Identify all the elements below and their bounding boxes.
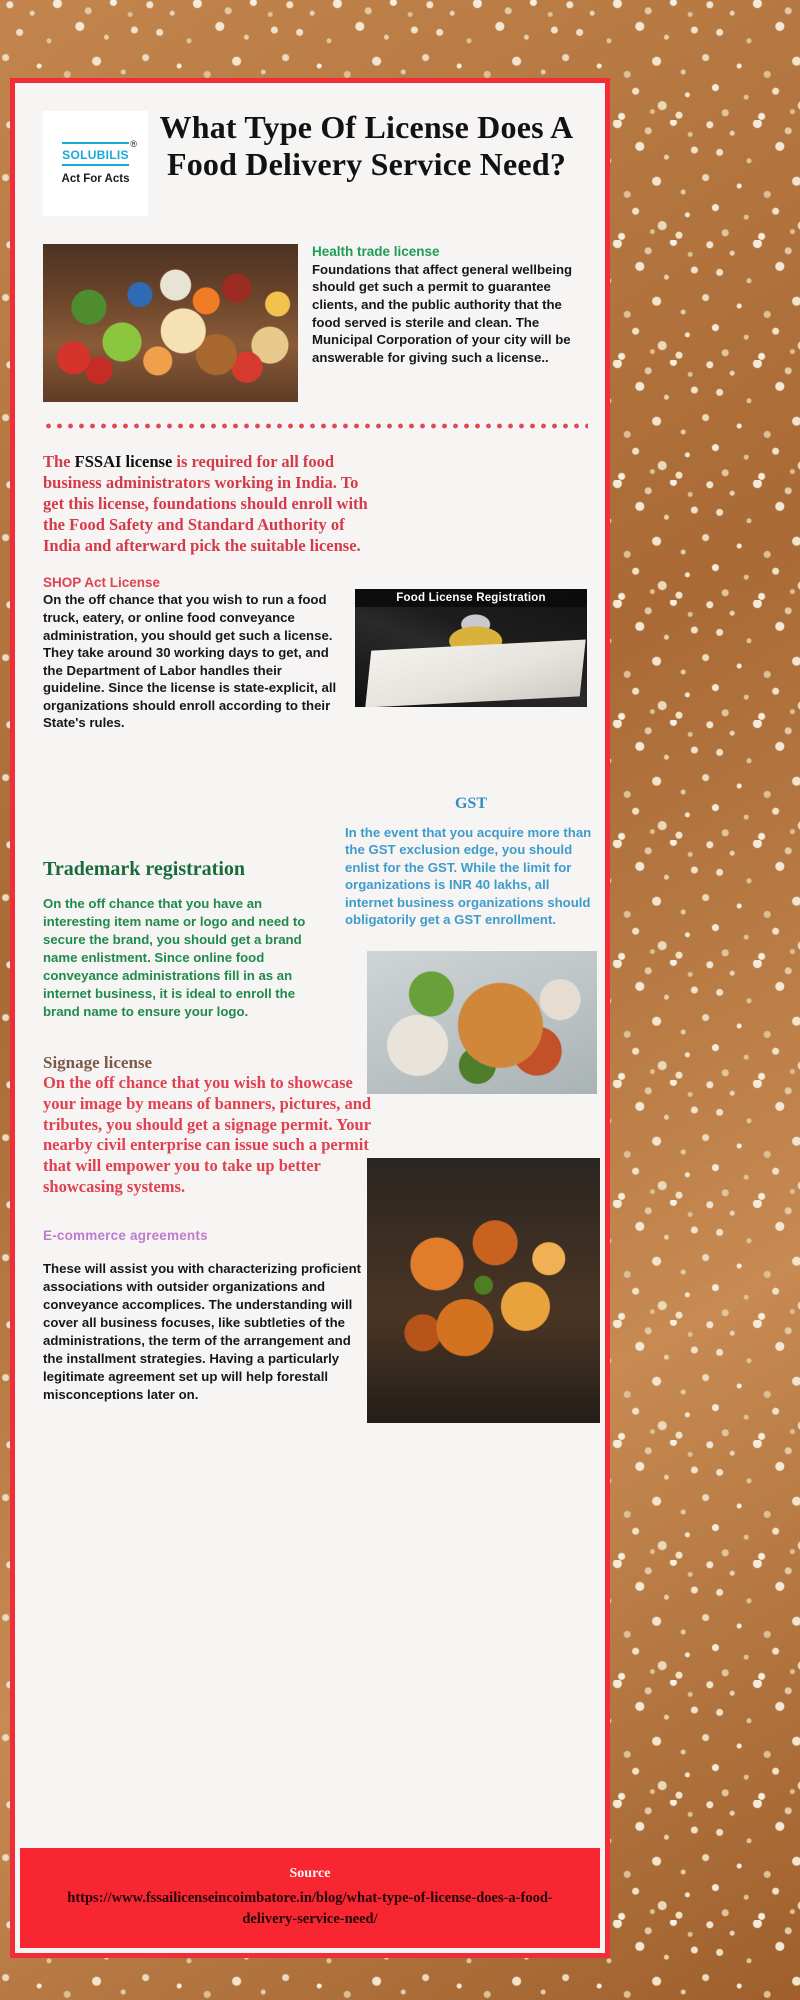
logo-tagline: Act For Acts	[61, 172, 130, 185]
section-fssai	[43, 451, 383, 557]
trademark-image	[367, 951, 597, 1094]
trademark-body: On the off chance that you have an interesting item name or logo and need to secure the brand, you should get a brand name enlistment. Since online food conveyance administrations fill in as an internet business, it is ideal to enroll the brand name to ensure your logo.	[43, 896, 306, 1019]
health-trade-body: Foundations that affect general wellbeing should get such a permit to guarantee clients, and the public authority that the food served is sterile and clean. The Municipal Corporation of your city will be answerable for giving such a license..	[312, 261, 573, 365]
shop-act-heading: SHOP Act License	[43, 574, 161, 590]
source-footer	[20, 1848, 600, 1948]
section-trademark	[43, 858, 333, 1021]
source-label: Source	[289, 1865, 331, 1881]
health-trade-image	[43, 244, 298, 402]
shop-act-text	[43, 575, 345, 732]
fssai-body: is required for all food business administrators working in India. To get this license, foundations should enroll with the Food Safety and Standard Authority of India and afterward pick the suitable license.	[43, 452, 368, 556]
poster-header	[33, 83, 587, 216]
dotted-divider	[43, 423, 588, 429]
fssai-lead: The	[43, 452, 75, 471]
signage-heading: Signage license	[43, 1053, 153, 1072]
section-gst	[345, 795, 597, 929]
health-trade-heading: Health trade license	[312, 244, 440, 259]
ecommerce-image	[367, 1158, 600, 1423]
ecommerce-body: These will assist you with characterizing proficient associations with outsider organizations and conveyance accomplices. The understanding will cover all business focuses, like subtleties of the administrations, the term of the arrangement and the installment strategies. Having a particularly legitimate agreement set up will help forestall misconceptions later on.	[43, 1261, 362, 1402]
gst-body: In the event that you acquire more than the GST exclusion edge, you should enlist for the GST. While the limit for organizations is INR 40 lakhs, all internet business organizations should obligatorily get a GST enrollment.	[345, 825, 592, 928]
brand-logo	[43, 111, 148, 216]
gst-heading: GST	[454, 795, 487, 812]
poster-content	[15, 83, 605, 1848]
registered-trademark-icon: ®	[130, 139, 137, 149]
section-signage	[43, 1053, 373, 1198]
section-ecommerce	[43, 1228, 363, 1404]
shop-act-image-caption: Food License Registration	[355, 589, 587, 607]
health-trade-text	[312, 244, 587, 402]
trademark-heading: Trademark registration	[43, 858, 246, 880]
shop-act-image	[355, 589, 587, 707]
fssai-emphasis: FSSAI license	[74, 452, 173, 471]
section-health-trade	[33, 244, 587, 402]
ecommerce-heading: E-commerce agreements	[43, 1228, 208, 1243]
signage-body: On the off chance that you wish to showcase your image by means of banners, pictures, and tributes, you should get a signage permit. Your nearby civil enterprise can issue such a permit that will empower you to take up better showcasing systems.	[43, 1073, 372, 1196]
logo-wordmark: solubilis	[62, 142, 129, 166]
infographic-poster	[10, 78, 610, 1958]
page-title: What Type Of License Does A Food Delivery Service Need?	[159, 109, 574, 183]
section-shop-act	[43, 575, 587, 732]
shop-act-body: On the off chance that you wish to run a food truck, eatery, or online food conveyance administration, you should get such a license. They take around 30 working days to get, and the Department of Labor handles their guideline. Since the license is state-explicit, all organizations should enroll according to their State's rules.	[43, 592, 337, 731]
source-url[interactable]: https://www.fssailicenseincoimbatore.in/blog/what-type-of-license-does-a-food-delivery-service-need/	[67, 1889, 553, 1927]
